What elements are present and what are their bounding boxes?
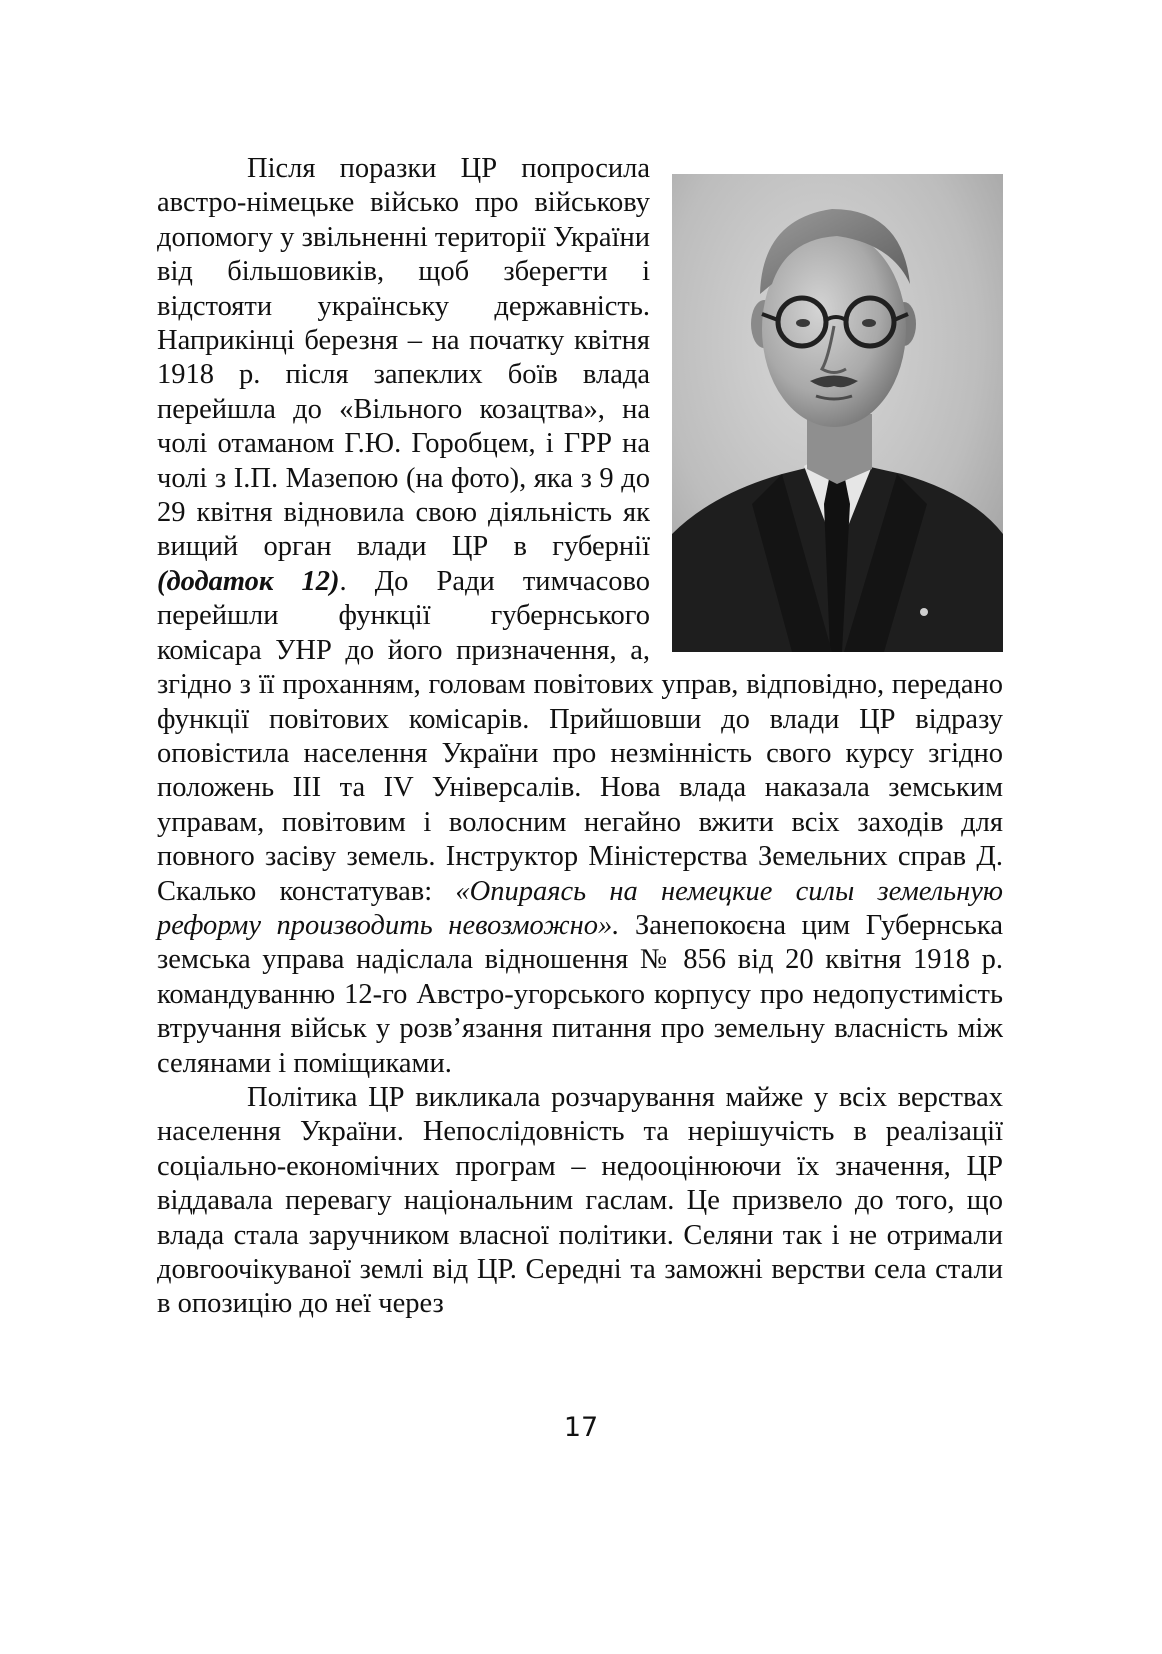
paragraph-1-part-3: Занепокоєна цим Губернська земська управа надіслала відношення № 856 від 20 квітня 1918 р. командуванню 12-го Австро-угорського корпусу про недопустимість втручання військ у розв’язання питання про земельну власність між селянами і поміщиками. — [157, 909, 1003, 1079]
portrait-photo — [672, 174, 1003, 652]
paragraph-2: Політика ЦР викликала розчарування майже у всіх верствах населення України. Непослідовність та нерішучість в реалізації соціально-економічних програм – недооцінюючи їх значення, ЦР віддавала перевагу національним гаслам. Це призвело до того, що влада стала заручником власної політики. Селяни так і не отримали довгоочікуваної землі від ЦР. Середні та заможні верстви села стали в опозицію до неї через — [157, 1081, 1003, 1320]
appendix-reference: (додаток 12) — [157, 565, 340, 597]
page-number: 17 — [563, 1412, 599, 1443]
paragraph-1-part-2: . До Ради тимчасово перейшли функції губернського комісара УНР до його призначення, а, згідно з її проханням, головам повітових управ, відповідно, передано функції повітових комісарів. Прийшовши до влади ЦР відразу оповістила населення України про незмінність свого курсу згідно положень ІІІ та IV Універсалів. Нова влада наказала земським управам, повітовим і волосним негайно вжити всіх заходів для повного засіву земель. Інструктор Міністерства Земельних справ Д. Скалько констатував: — [157, 565, 1003, 907]
paragraph-1-part-1: Після поразки ЦР попросила австро-німецьке військо про військову допомогу у звільненні території України від більшовиків, щоб зберегти і відстояти українську державність. Наприкінці березня – на початку квітня 1918 р. після запеклих боїв влада перейшла до «Вільного козацтва», на чолі отаманом Г.Ю. Горобцем, і ГРР на чолі з І.П. Мазепою (на фото), яка з 9 до 29 квітня відновила свою діяльність як вищий орган влади ЦР в губернії — [157, 153, 650, 563]
body-text — [157, 152, 1003, 1322]
portrait-photo-icon — [672, 174, 1003, 652]
quote: «Опираясь на немецкие силы земельную реформу производить невозможно». — [157, 875, 1003, 941]
